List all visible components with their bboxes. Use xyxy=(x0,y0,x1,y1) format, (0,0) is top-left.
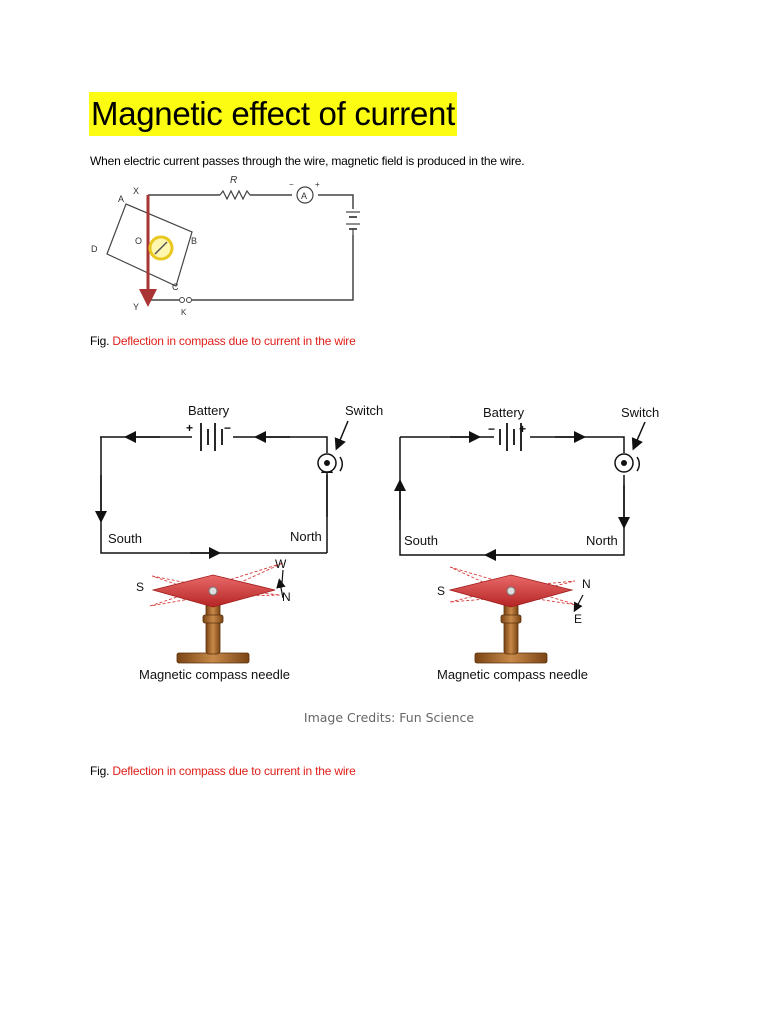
left-switch-label: Switch xyxy=(345,403,384,418)
right-south-label: South xyxy=(404,533,438,548)
right-needle-pivot xyxy=(507,587,515,595)
corner-label-d: D xyxy=(91,244,98,254)
resistor-symbol xyxy=(220,191,250,199)
caption-prefix: Fig. xyxy=(90,764,110,778)
right-needle-caption: Magnetic compass needle xyxy=(437,667,589,682)
right-north-label: North xyxy=(586,533,618,548)
resistor-label: R xyxy=(230,175,238,186)
key-terminal-1 xyxy=(180,298,185,303)
right-needle-e-label: E xyxy=(574,612,583,626)
figure-circuit-compass xyxy=(85,172,375,320)
right-battery-label: Battery xyxy=(483,405,525,420)
right-switch-label: Switch xyxy=(621,405,660,420)
left-minus-label: − xyxy=(224,421,232,435)
battery-symbol xyxy=(346,212,360,235)
ammeter-minus-label: − xyxy=(289,180,294,189)
left-battery-label: Battery xyxy=(188,403,230,418)
left-needle-n-label: N xyxy=(282,590,291,604)
caption-prefix: Fig. xyxy=(90,334,110,348)
corner-label-a: A xyxy=(118,194,125,204)
left-needle-w-label: W xyxy=(275,557,287,571)
caption-text: Deflection in compass due to current in the wire xyxy=(112,764,356,778)
left-south-label: South xyxy=(108,531,142,546)
left-plus-label: + xyxy=(186,421,194,435)
right-needle-n-label: N xyxy=(582,577,591,591)
intro-paragraph: When electric current passes through the wire, magnetic field is produced in the wire. xyxy=(90,154,525,168)
point-label-o: O xyxy=(135,236,143,246)
left-needle-pivot xyxy=(209,587,217,595)
image-credits: Image Credits: Fun Science xyxy=(303,710,475,725)
key-terminal-2 xyxy=(187,298,192,303)
wire-end-label-y: Y xyxy=(133,302,140,312)
page-title: Magnetic effect of current xyxy=(89,92,457,136)
corner-label-c: C xyxy=(172,282,179,292)
corner-label-b: B xyxy=(191,236,198,246)
caption-text: Deflection in compass due to current in the wire xyxy=(112,334,356,348)
ammeter-label: A xyxy=(301,191,308,201)
figure-compass-deflection xyxy=(0,395,768,695)
left-needle-caption: Magnetic compass needle xyxy=(139,667,291,682)
left-compass-stand xyxy=(177,600,249,663)
wire-end-label-x: X xyxy=(133,186,140,196)
left-needle-s-label: S xyxy=(136,580,145,594)
figure-caption-2 xyxy=(90,763,356,779)
right-minus-label: − xyxy=(488,422,496,436)
right-needle-s-label: S xyxy=(437,584,446,598)
figure-caption-1 xyxy=(90,333,356,349)
right-plus-label: + xyxy=(519,422,527,436)
right-compass-stand xyxy=(475,600,547,663)
ammeter-plus-label: + xyxy=(315,180,320,189)
key-label: K xyxy=(181,308,187,317)
left-north-label: North xyxy=(290,529,322,544)
